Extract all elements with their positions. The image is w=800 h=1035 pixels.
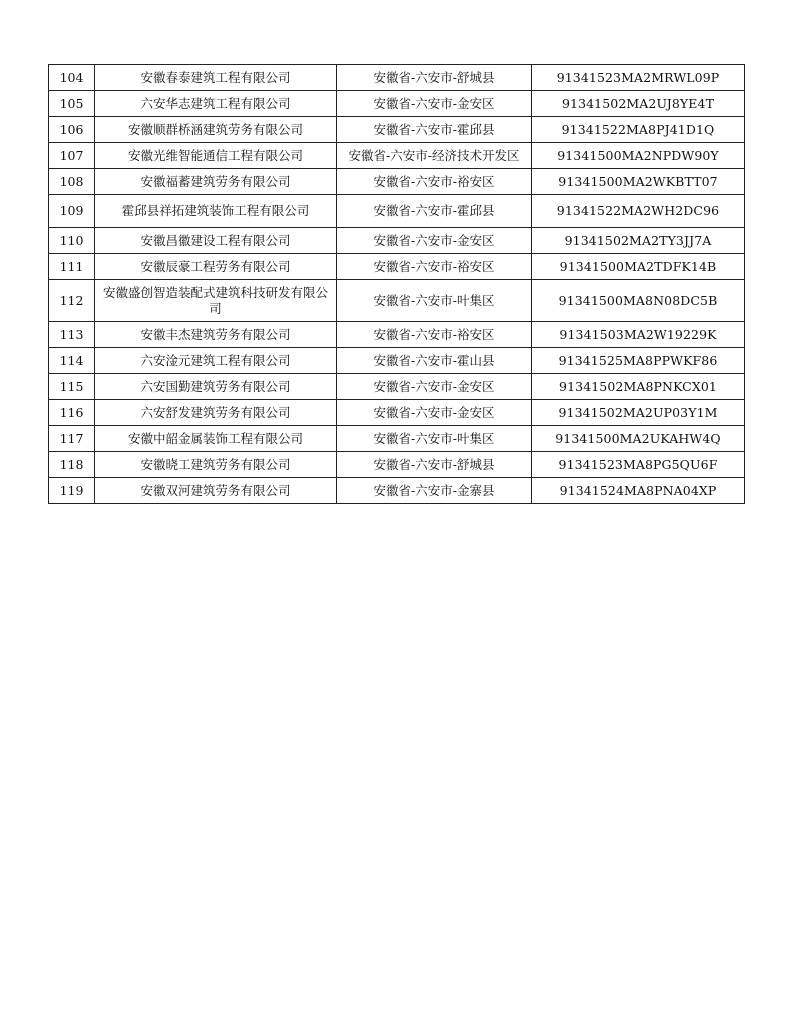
table-row — [49, 195, 745, 228]
row-number: 106 — [49, 117, 95, 143]
region: 安徽省-六安市-叶集区 — [337, 280, 532, 322]
credit-code: 91341502MA2TY3JJ7A — [532, 228, 745, 254]
company-name: 安徽盛创智造装配式建筑科技研发有限公司 — [95, 280, 337, 322]
table-row — [49, 143, 745, 169]
company-name: 安徽双河建筑劳务有限公司 — [95, 478, 337, 504]
company-name: 六安国勤建筑劳务有限公司 — [95, 374, 337, 400]
table-row — [49, 280, 745, 322]
row-number: 112 — [49, 280, 95, 322]
company-list-table — [48, 64, 745, 504]
credit-code: 91341523MA2MRWL09P — [532, 65, 745, 91]
region: 安徽省-六安市-经济技术开发区 — [337, 143, 532, 169]
table-row — [49, 91, 745, 117]
region: 安徽省-六安市-叶集区 — [337, 426, 532, 452]
row-number: 110 — [49, 228, 95, 254]
table-row — [49, 452, 745, 478]
company-name: 六安华志建筑工程有限公司 — [95, 91, 337, 117]
region: 安徽省-六安市-金寨县 — [337, 478, 532, 504]
company-name: 安徽顺群桥涵建筑劳务有限公司 — [95, 117, 337, 143]
row-number: 115 — [49, 374, 95, 400]
table-row — [49, 348, 745, 374]
company-name: 安徽丰杰建筑劳务有限公司 — [95, 322, 337, 348]
region: 安徽省-六安市-霍邱县 — [337, 195, 532, 228]
table-row — [49, 228, 745, 254]
company-name: 安徽春泰建筑工程有限公司 — [95, 65, 337, 91]
credit-code: 91341523MA8PG5QU6F — [532, 452, 745, 478]
company-name: 安徽中韶金属装饰工程有限公司 — [95, 426, 337, 452]
region: 安徽省-六安市-舒城县 — [337, 452, 532, 478]
table-row — [49, 426, 745, 452]
credit-code: 91341524MA8PNA04XP — [532, 478, 745, 504]
region: 安徽省-六安市-金安区 — [337, 400, 532, 426]
region: 安徽省-六安市-裕安区 — [337, 254, 532, 280]
company-name: 安徽福蓄建筑劳务有限公司 — [95, 169, 337, 195]
row-number: 109 — [49, 195, 95, 228]
row-number: 116 — [49, 400, 95, 426]
row-number: 107 — [49, 143, 95, 169]
credit-code: 91341500MA2WKBTT07 — [532, 169, 745, 195]
credit-code: 91341500MA8N08DC5B — [532, 280, 745, 322]
table-row — [49, 374, 745, 400]
company-name: 安徽晓工建筑劳务有限公司 — [95, 452, 337, 478]
region: 安徽省-六安市-霍山县 — [337, 348, 532, 374]
credit-code: 91341500MA2TDFK14B — [532, 254, 745, 280]
table-row — [49, 65, 745, 91]
table-row — [49, 322, 745, 348]
company-name: 六安舒发建筑劳务有限公司 — [95, 400, 337, 426]
row-number: 114 — [49, 348, 95, 374]
credit-code: 91341500MA2NPDW90Y — [532, 143, 745, 169]
row-number: 108 — [49, 169, 95, 195]
row-number: 118 — [49, 452, 95, 478]
credit-code: 91341522MA2WH2DC96 — [532, 195, 745, 228]
credit-code: 91341502MA8PNKCX01 — [532, 374, 745, 400]
table-row — [49, 400, 745, 426]
region: 安徽省-六安市-裕安区 — [337, 169, 532, 195]
credit-code: 91341503MA2W19229K — [532, 322, 745, 348]
row-number: 111 — [49, 254, 95, 280]
region: 安徽省-六安市-金安区 — [337, 228, 532, 254]
table-row — [49, 478, 745, 504]
region: 安徽省-六安市-舒城县 — [337, 65, 532, 91]
table-row — [49, 254, 745, 280]
table-row — [49, 117, 745, 143]
company-name: 霍邱县祥拓建筑装饰工程有限公司 — [95, 195, 337, 228]
credit-code: 91341502MA2UP03Y1M — [532, 400, 745, 426]
credit-code: 91341525MA8PPWKF86 — [532, 348, 745, 374]
region: 安徽省-六安市-霍邱县 — [337, 117, 532, 143]
row-number: 104 — [49, 65, 95, 91]
credit-code: 91341502MA2UJ8YE4T — [532, 91, 745, 117]
row-number: 117 — [49, 426, 95, 452]
credit-code: 91341500MA2UKAHW4Q — [532, 426, 745, 452]
row-number: 105 — [49, 91, 95, 117]
credit-code: 91341522MA8PJ41D1Q — [532, 117, 745, 143]
company-name: 六安淦元建筑工程有限公司 — [95, 348, 337, 374]
company-name: 安徽昌徽建设工程有限公司 — [95, 228, 337, 254]
row-number: 113 — [49, 322, 95, 348]
region: 安徽省-六安市-金安区 — [337, 374, 532, 400]
table-row — [49, 169, 745, 195]
region: 安徽省-六安市-裕安区 — [337, 322, 532, 348]
company-name: 安徽光维智能通信工程有限公司 — [95, 143, 337, 169]
region: 安徽省-六安市-金安区 — [337, 91, 532, 117]
table-body — [49, 65, 745, 504]
row-number: 119 — [49, 478, 95, 504]
company-name: 安徽辰豪工程劳务有限公司 — [95, 254, 337, 280]
